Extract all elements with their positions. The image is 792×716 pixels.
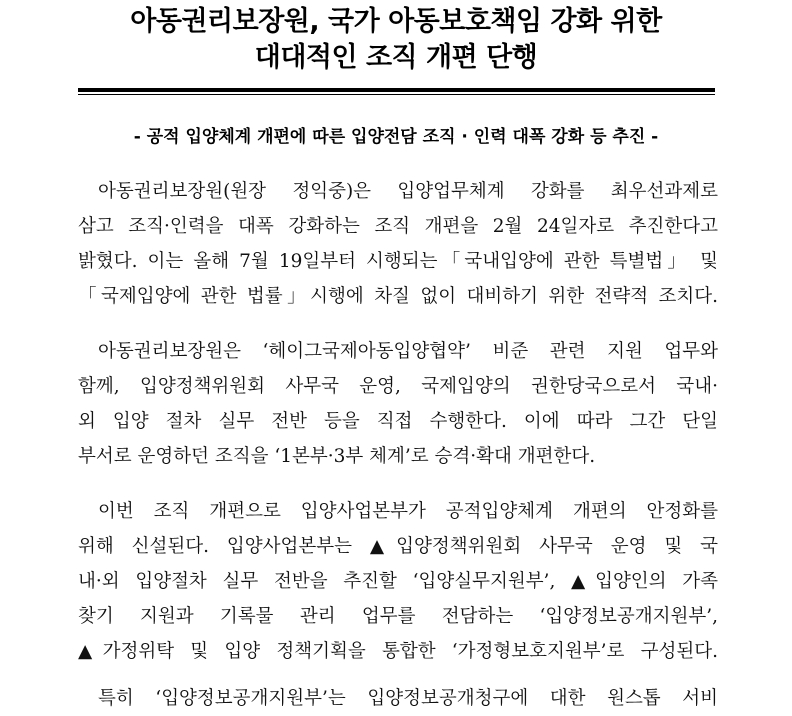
- document-subtitle: - 공적 입양체계 개편에 따른 입양전담 조직 · 인력 대폭 강화 등 추진 -: [133, 127, 659, 147]
- paragraph-1: [78, 174, 718, 314]
- paragraph-line: 아동권리보장원은 ‘헤이그국제아동입양협약’ 비준 관련 지원 업무와: [98, 341, 718, 362]
- paragraph-line: ▲가정위탁 및 입양 정책기획을 통합한 ‘가정형보호지원부’로 구성된다.: [78, 641, 718, 662]
- paragraph-2: [78, 334, 718, 474]
- document-title-line-1: 아동권리보장원, 국가 아동보호책임 강화 위한: [130, 6, 662, 37]
- paragraph-line: 「국제입양에 관한 법률」시행에 차질 없이 대비하기 위한 전략적 조치다.: [78, 286, 718, 307]
- paragraph-line: 밝혔다. 이는 올해 7월 19일부터 시행되는「국내입양에 관한 특별법」 및: [78, 251, 718, 272]
- paragraph-line: 이번 조직 개편으로 입양사업본부가 공적입양체계 개편의 안정화를: [98, 501, 718, 522]
- paragraph-line: 특히 ‘입양정보공개지원부’는 입양정보공개청구에 대한 원스톱 서비: [98, 688, 718, 709]
- paragraph-4: [78, 681, 718, 716]
- paragraph-line: 함께, 입양정책위원회 사무국 운영, 국제입양의 권한당국으로서 국내·: [78, 376, 718, 397]
- paragraph-3: [78, 494, 718, 669]
- paragraph-line: 아동권리보장원(원장 정익중)은 입양업무체계 강화를 최우선과제로: [98, 181, 718, 202]
- paragraph-line: 찾기 지원과 기록물 관리 업무를 전담하는 ‘입양정보공개지원부’,: [78, 606, 718, 627]
- paragraph-line: 삼고 조직·인력을 대폭 강화하는 조직 개편을 2월 24일자로 추진한다고: [78, 216, 718, 237]
- paragraph-line: 내·외 입양절차 실무 전반을 추진할 ‘입양실무지원부’, ▲입양인의 가족: [78, 571, 718, 592]
- document-title-line-2: 대대적인 조직 개편 단행: [254, 42, 538, 73]
- title-divider-thin: [78, 94, 715, 95]
- paragraph-line: 외 입양 절차 실무 전반 등을 직접 수행한다. 이에 따라 그간 단일: [78, 411, 718, 432]
- paragraph-line: 부서로 운영하던 조직을 ‘1본부·3부 체계’로 승격·확대 개편한다.: [78, 446, 596, 467]
- paragraph-line: 위해 신설된다. 입양사업본부는 ▲입양정책위원회 사무국 운영 및 국: [78, 536, 718, 557]
- title-divider-thick: [78, 88, 715, 92]
